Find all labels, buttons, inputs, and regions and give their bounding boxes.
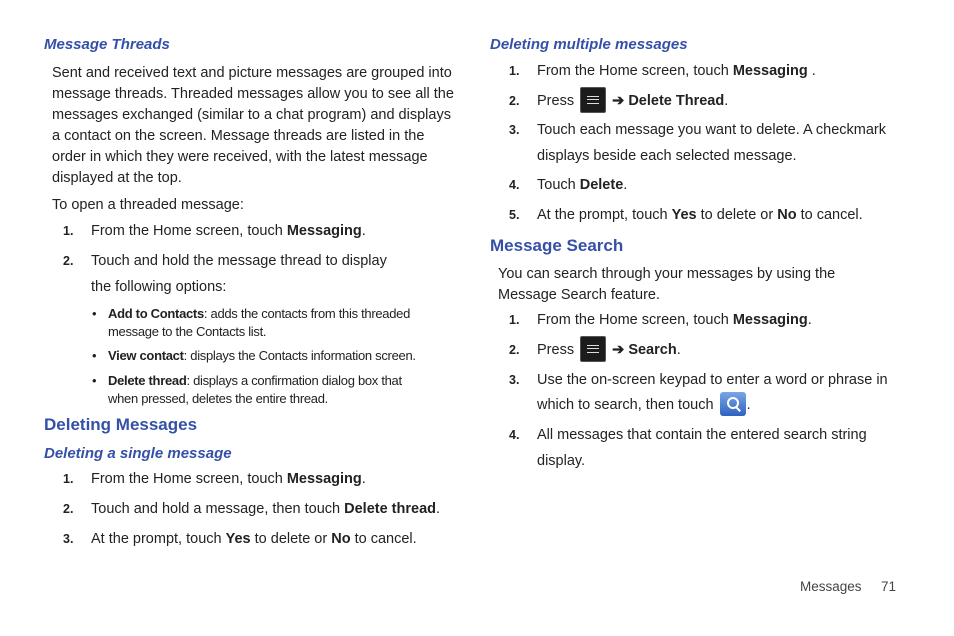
- step-number: 1.: [63, 224, 74, 238]
- messaging-label: Messaging: [286, 223, 362, 239]
- message-search-heading: Message Search: [490, 236, 624, 255]
- open-thread-intro: To open a threaded message:: [52, 197, 244, 213]
- menu-key-icon: [580, 336, 606, 362]
- message-search-paragraph: You can search through your messages by using the Message Search feature.: [498, 266, 836, 303]
- search-key-icon: [720, 392, 746, 416]
- message-threads-heading: Message Threads: [44, 36, 170, 53]
- deleting-multiple-heading: Deleting multiple messages: [490, 36, 688, 53]
- menu-key-icon: [580, 87, 606, 113]
- arrow-right-icon: ➔: [612, 93, 625, 109]
- footer-page-number: 71: [881, 579, 897, 594]
- footer-section-name: Messages: [800, 579, 862, 594]
- deleting-single-heading: Deleting a single message: [44, 445, 232, 462]
- step-number: 2.: [63, 254, 74, 268]
- arrow-right-icon: ➔: [612, 342, 625, 358]
- message-threads-paragraph: Sent and received text and picture messages are grouped into message threads. Threaded messages allow you to see all the messages exchanged (similar to a chat program) and displays a contact on the screen. Message threads are listed in the order in which they were received, with the latest message displayed at the top.: [52, 65, 454, 186]
- deleting-messages-heading: Deleting Messages: [44, 415, 198, 434]
